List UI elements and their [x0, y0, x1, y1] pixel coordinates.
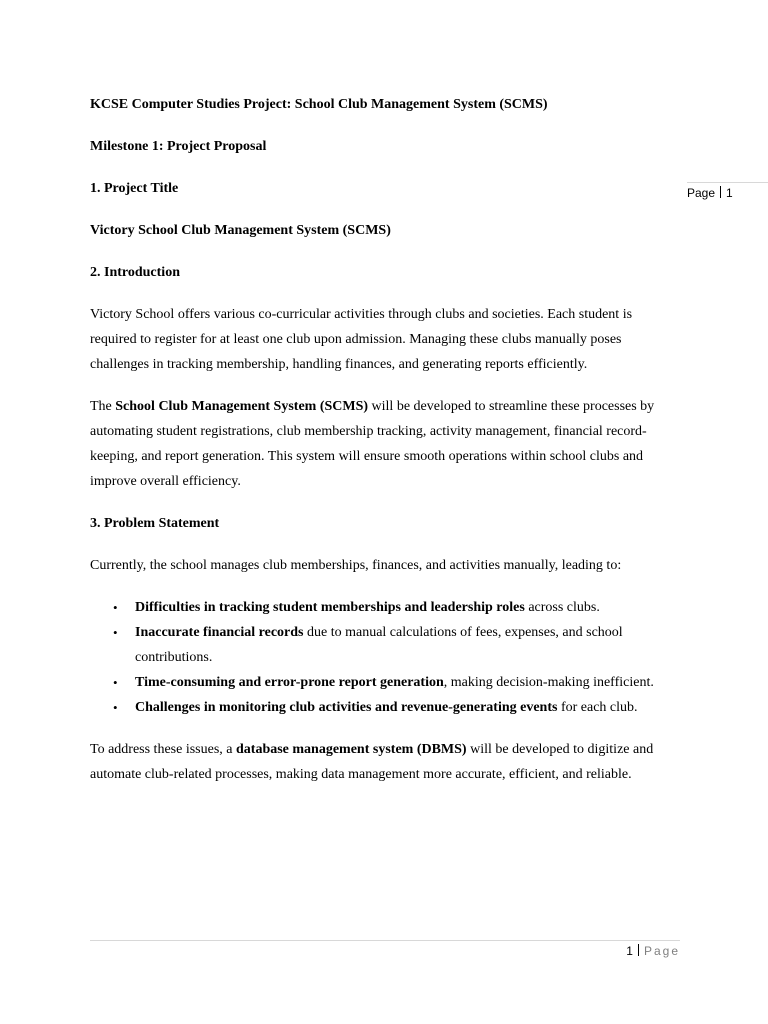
- margin-page-label: Page: [687, 186, 716, 200]
- footer-page-number: 1: [626, 944, 633, 958]
- list-item: [113, 695, 680, 720]
- list-item-bold: Time-consuming and error-prone report generation: [135, 675, 444, 690]
- list-item: [113, 595, 680, 620]
- project-title: Victory School Club Management System (SCMS): [90, 223, 391, 238]
- list-item-bold: Challenges in monitoring club activities and revenue-generating events: [135, 700, 558, 715]
- page-footer: [90, 942, 680, 960]
- closing-bold: database management system (DBMS): [236, 742, 467, 757]
- margin-page-number: [687, 182, 768, 202]
- closing-paragraph: [90, 737, 680, 787]
- list-item-bold: Inaccurate financial records: [135, 625, 304, 640]
- intro-paragraph-1: Victory School offers various co-curricular activities through clubs and societies. Each student is required to register for at least one club upon admission. Managing these clubs manually poses challenges in tracking membership, handling finances, and generating reports efficiently.: [90, 307, 633, 372]
- bullet-icon: •: [113, 675, 118, 690]
- document-title: KCSE Computer Studies Project: School Club Management System (SCMS): [90, 97, 548, 112]
- list-item-text: across clubs.: [524, 600, 600, 615]
- intro-p2-prefix: The: [90, 399, 116, 414]
- margin-page-value: 1: [726, 186, 733, 200]
- footer-page-label: Page: [643, 944, 680, 958]
- list-item: [113, 670, 680, 695]
- intro-p2-suffix: will be developed to streamline these processes by automating student registrations, club membership tracking, activity management, financial record-keeping, and report generation. This system will ensure smooth operations within school clubs and improve overall efficiency.: [90, 399, 655, 489]
- milestone-heading: Milestone 1: Project Proposal: [90, 139, 267, 154]
- problem-list: [90, 595, 680, 720]
- section-2-heading: 2. Introduction: [90, 265, 180, 280]
- closing-prefix: To address these issues, a: [90, 742, 236, 757]
- footer-divider: [90, 940, 680, 941]
- footer-separator: [638, 944, 639, 956]
- bullet-icon: •: [113, 700, 118, 715]
- document-body: [90, 92, 680, 787]
- section-3-heading: 3. Problem Statement: [90, 516, 220, 531]
- list-item: [113, 620, 680, 670]
- list-item-text: due to manual calculations of fees, expenses, and school contributions.: [135, 625, 623, 665]
- bullet-icon: •: [113, 625, 118, 640]
- intro-p2-bold: School Club Management System (SCMS): [115, 399, 369, 414]
- intro-paragraph-2: [90, 394, 680, 494]
- list-item-text: for each club.: [557, 700, 638, 715]
- closing-suffix: will be developed to digitize and automate club-related processes, making data management more accurate, efficient, and reliable.: [90, 742, 654, 782]
- bullet-icon: •: [113, 600, 118, 615]
- section-1-heading: 1. Project Title: [90, 181, 179, 196]
- margin-page-separator: [720, 186, 721, 198]
- list-item-text: , making decision-making inefficient.: [443, 675, 654, 690]
- problem-intro: Currently, the school manages club memberships, finances, and activities manually, leading to:: [90, 558, 622, 573]
- list-item-bold: Difficulties in tracking student memberships and leadership roles: [135, 600, 525, 615]
